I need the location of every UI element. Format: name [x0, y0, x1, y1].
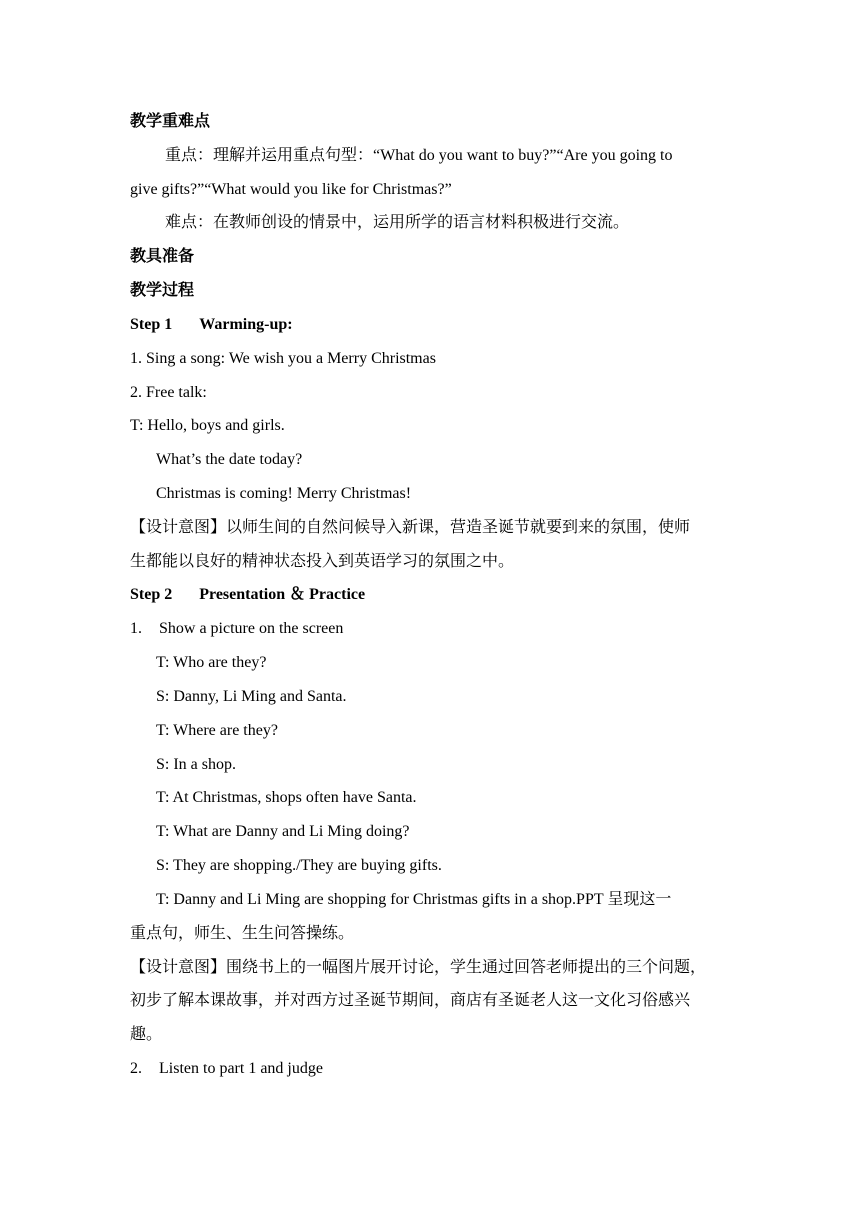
- list-item: T: Hello, boys and girls.: [130, 417, 285, 434]
- dialog-line: T: Who are they?: [156, 654, 267, 671]
- dialog-line: T: At Christmas, shops often have Santa.: [156, 789, 417, 806]
- dialog-line: T: Danny and Li Ming are shopping for Christmas gifts in a shop.PPT 呈现这一: [156, 891, 672, 908]
- heading-key-points: 教学重难点: [130, 113, 211, 130]
- step2-num: Step 2: [130, 586, 173, 603]
- list-item: [130, 619, 343, 639]
- design-intent-text: 趣。: [130, 1026, 163, 1043]
- design-intent-text: 【设计意图】以师生间的自然问候导入新课，营造圣诞节就要到来的氛围，使师: [130, 519, 691, 536]
- difficulty-text: 难点：在教师创设的情景中，运用所学的语言材料积极进行交流。: [165, 214, 630, 231]
- item2-text: Listen to part 1 and judge: [159, 1060, 323, 1077]
- dialog-line: T: What are Danny and Li Ming doing?: [156, 823, 410, 840]
- design-intent-text: 【设计意图】围绕书上的一幅图片展开讨论，学生通过回答老师提出的三个问题，: [130, 959, 707, 976]
- dialog-line: S: In a shop.: [156, 756, 236, 773]
- step2-title: Presentation ＆ Practice: [199, 586, 366, 603]
- step1-title: Warming-up:: [199, 316, 293, 333]
- dialog-line-cont: 重点句，师生、生生问答操练。: [130, 925, 355, 942]
- list-item: 1. Sing a song: We wish you a Merry Christmas: [130, 350, 436, 367]
- key-point-text-cont: give gifts?”“What would you like for Christmas?”: [130, 181, 452, 198]
- dialog-line: What’s the date today?: [156, 451, 303, 468]
- design-intent-text: 初步了解本课故事，并对西方过圣诞节期间，商店有圣诞老人这一文化习俗感兴: [130, 992, 691, 1009]
- dialog-line: Christmas is coming! Merry Christmas!: [156, 485, 412, 502]
- item2-num: 2.: [130, 1060, 142, 1077]
- step1-heading: [130, 315, 293, 335]
- dialog-line: S: Danny, Li Ming and Santa.: [156, 688, 347, 705]
- heading-process: 教学过程: [130, 282, 195, 299]
- dialog-line: S: They are shopping./They are buying gifts.: [156, 857, 442, 874]
- design-intent-text: 生都能以良好的精神状态投入到英语学习的氛围之中。: [130, 553, 515, 570]
- list-item: 2. Free talk:: [130, 384, 207, 401]
- key-point-text: 重点：理解并运用重点句型：“What do you want to buy?”“Are you going to: [165, 147, 673, 164]
- item1-text: Show a picture on the screen: [159, 620, 344, 637]
- list-item: [130, 1059, 323, 1079]
- dialog-line: T: Where are they?: [156, 722, 278, 739]
- step2-heading: [130, 585, 365, 605]
- heading-tools: 教具准备: [130, 248, 195, 265]
- step1-num: Step 1: [130, 316, 173, 333]
- item1-num: 1.: [130, 620, 142, 637]
